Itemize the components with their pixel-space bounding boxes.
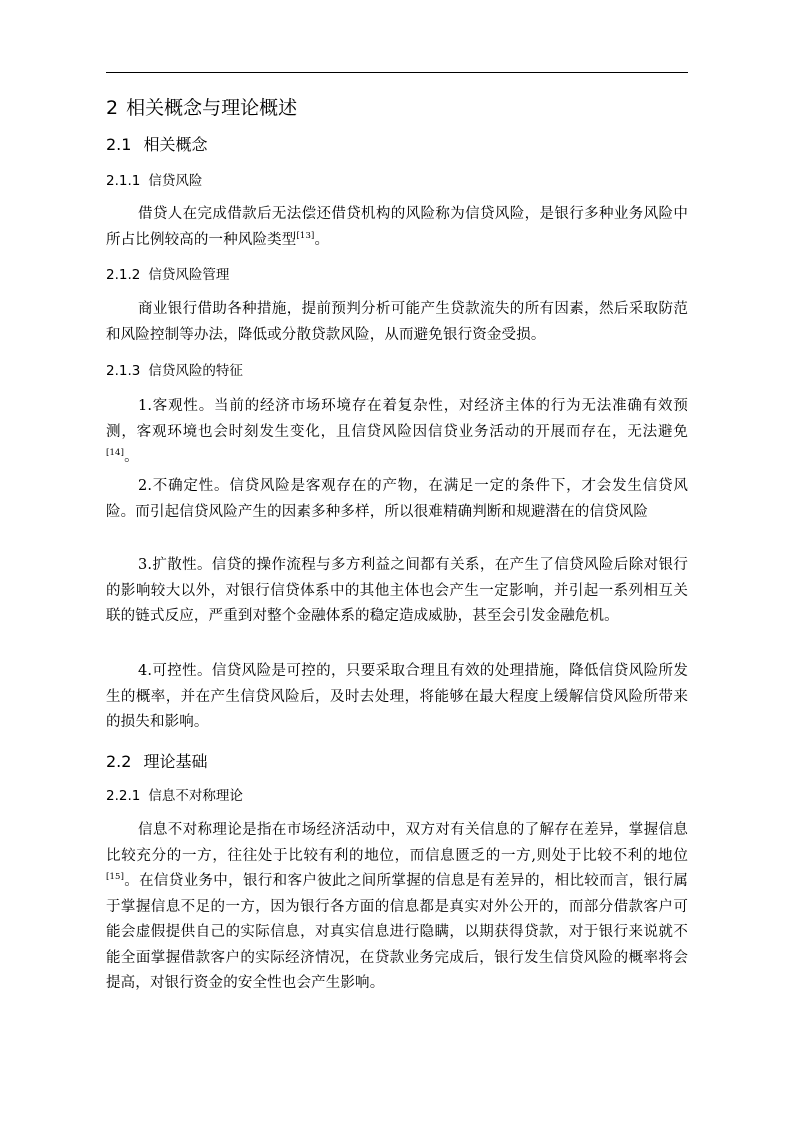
subsection-number: 2.2.1	[106, 788, 141, 804]
subsection-heading-2-1-1	[106, 171, 202, 191]
section-title: 理论基础	[143, 752, 208, 771]
citation-13: [13]	[296, 230, 315, 241]
subsection-title: 信贷风险管理	[148, 267, 230, 283]
subsection-number: 2.1.1	[106, 173, 141, 189]
subsection-number: 2.1.3	[106, 363, 141, 379]
citation-14: [14]	[106, 448, 125, 458]
chapter-heading	[106, 94, 297, 122]
subsection-title: 信贷风险	[148, 173, 203, 189]
subsection-number: 2.1.2	[106, 267, 141, 283]
citation-15: [15]	[106, 872, 125, 882]
subsection-title: 信息不对称理论	[148, 788, 243, 804]
paragraph-credit-risk: 借贷人在完成借款后无法偿还借贷机构的风险称为信贷风险，是银行多种业务风险中所占比例较高的一种风险类型[13]。	[106, 206, 688, 248]
paragraph-information-asymmetry: 信息不对称理论是指在市场经济活动中，双方对有关信息的了解存在差异，掌握信息比较充分的一方，往往处于比较有利的地位，而信息匮乏的一方,则处于比较不利的地位[15]。在信贷业务中，银行和客户彼此之间所掌握的信息是有差异的，相比较而言，银行属于掌握信息不足的一方，因为银行各方面的信息都是真实对外公开的，而部分借款客户可能会虚假提供自己的实际信息，对真实信息进行隐瞒，以期获得贷款，对于银行来说就不能全面掌握借款客户的实际经济情况，在贷款业务完成后，银行发生信贷风险的概率将会提高，对银行资金的安全性也会产生影响。	[106, 822, 688, 991]
subsection-heading-2-1-2	[106, 265, 229, 285]
section-number: 2.2	[106, 752, 132, 771]
paragraph-uncertainty: 2.不确定性。信贷风险是客观存在的产物，在满足一定的条件下，才会发生信贷风险。而引起信贷风险产生的因素多种多样，所以很难精确判断和规避潜在的信贷风险	[106, 478, 688, 520]
subsection-heading-2-1-3	[106, 361, 243, 381]
subsection-heading-2-2-1	[106, 786, 243, 806]
section-title: 相关概念	[143, 135, 208, 154]
paragraph-objectivity: 1.客观性。当前的经济市场环境存在着复杂性，对经济主体的行为无法准确有效预测，客观环境也会时刻发生变化，且信贷风险因信贷业务活动的开展而存在，无法避免[14]。	[106, 398, 688, 465]
paragraph-controllability: 4.可控性。信贷风险是可控的，只要采取合理且有效的处理措施，降低信贷风险所发生的概率，并在产生信贷风险后，及时去处理，将能够在最大程度上缓解信贷风险所带来的损失和影响。	[106, 663, 688, 730]
section-heading-2-2	[106, 750, 207, 774]
section-number: 2.1	[106, 135, 132, 154]
paragraph-diffusivity: 3.扩散性。信贷的操作流程与多方利益之间都有关系，在产生了信贷风险后除对银行的影响较大以外，对银行信贷体系中的其他主体也会产生一定影响，并引起一系列相互关联的链式反应，严重到对整个金融体系的稳定造成威胁，甚至会引发金融危机。	[106, 557, 688, 624]
header-rule	[106, 72, 688, 73]
paragraph-credit-risk-management: 商业银行借助各种措施，提前预判分析可能产生贷款流失的所有因素，然后采取防范和风险控制等办法，降低或分散贷款风险，从而避免银行资金受损。	[106, 301, 688, 343]
subsection-title: 信贷风险的特征	[148, 363, 243, 379]
section-heading-2-1	[106, 133, 207, 157]
chapter-title: 相关概念与理论概述	[126, 97, 298, 119]
chapter-number: 2	[106, 97, 119, 119]
